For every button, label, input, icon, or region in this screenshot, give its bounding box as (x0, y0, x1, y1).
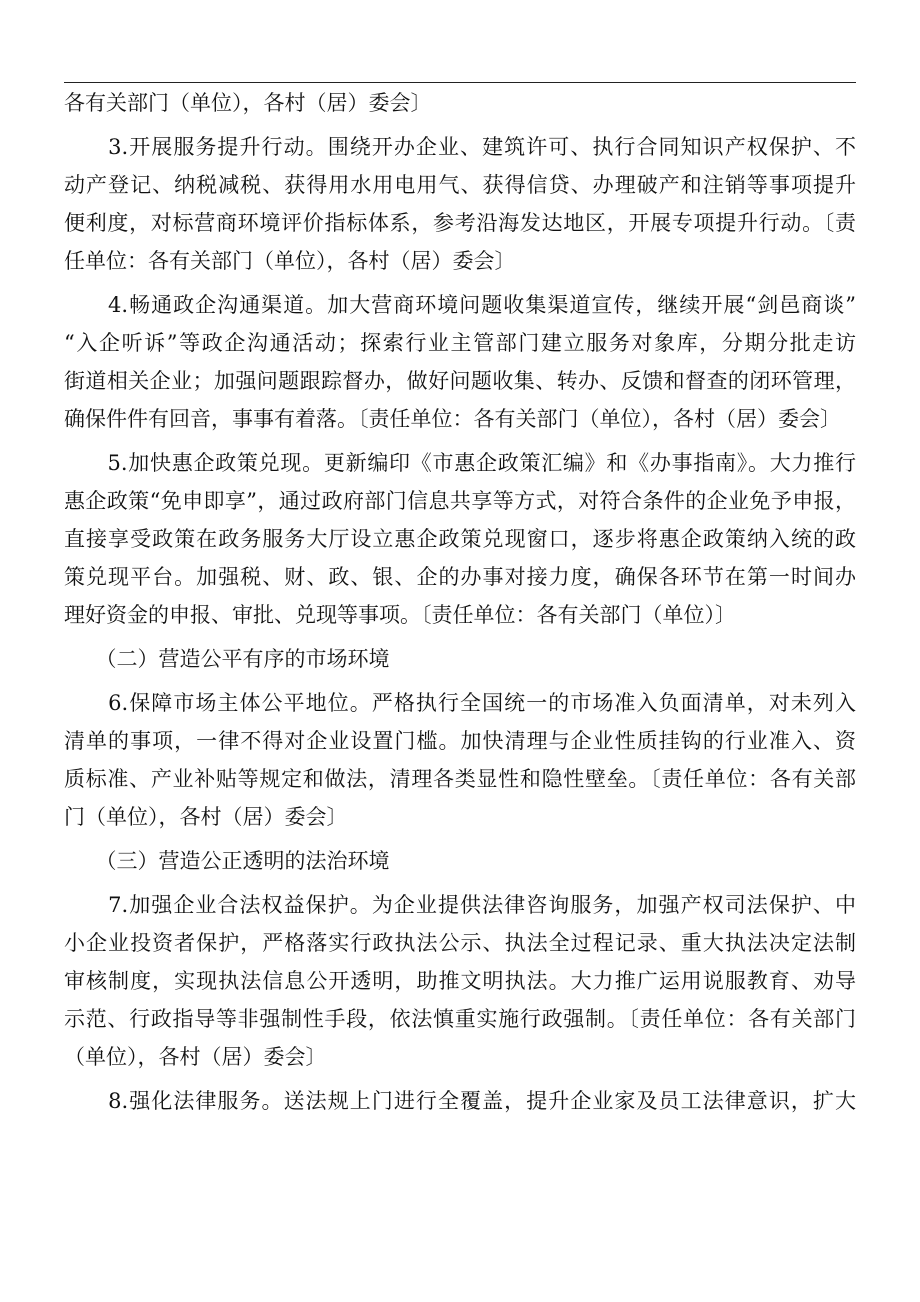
paragraph-line: 策兑现平台。加强税、财、政、银、企的办事对接力度，确保各环节在第一时间办 (64, 565, 856, 589)
paragraph-line: 动产登记、纳税减税、获得用水用电用气、获得信贷、办理破产和注销等事项提升 (64, 173, 856, 197)
paragraph-line: 确保件件有回音，事事有着落。〔责任单位：各有关部门（单位），各村（居）委会〕 (64, 407, 841, 431)
paragraph-line: 小企业投资者保护，严格落实行政执法公示、执法全过程记录、重大执法决定法制 (64, 931, 856, 955)
paragraph-line: 门（单位），各村（居）委会〕 (64, 805, 348, 829)
paragraph-line: 3.开展服务提升行动。围绕开办企业、建筑许可、执行合同知识产权保护、不 (64, 135, 856, 159)
paragraph-line: 理好资金的申报、审批、兑现等事项。〔责任单位：各有关部门（单位）〕 (64, 603, 736, 627)
paragraph-6 (64, 684, 856, 836)
paragraph-line: 清单的事项，一律不得对企业设置门槛。加快清理与企业性质挂钩的行业准入、资 (64, 729, 856, 753)
paragraph-line: 惠企政策“免申即享”，通过政府部门信息共享等方式，对符合条件的企业免予申报， (64, 489, 856, 513)
section-heading-2: （二）营造公平有序的市场环境 (64, 647, 390, 671)
paragraph-line: 5.加快惠企政策兑现。更新编印《市惠企政策汇编》和《办事指南》。大力推行 (64, 451, 856, 475)
paragraph-line: 街道相关企业；加强问题跟踪督办，做好问题收集、转办、反馈和督查的闭环管理， (64, 369, 856, 393)
paragraph-line: 7.加强企业合法权益保护。为企业提供法律咨询服务，加强产权司法保护、中 (64, 893, 856, 917)
paragraph-4 (64, 286, 856, 438)
paragraph-3 (64, 128, 856, 280)
paragraph-line: 6.保障市场主体公平地位。严格执行全国统一的市场准入负面清单，对未列入 (64, 691, 856, 715)
carryover-line: 各有关部门（单位），各村（居）委会〕 (64, 91, 432, 115)
paragraph-line: 任单位：各有关部门（单位），各村（居）委会〕 (64, 249, 516, 273)
paragraph-8 (64, 1082, 856, 1120)
section-heading-3: （三）营造公正透明的法治环境 (64, 849, 390, 873)
document-body (64, 84, 856, 1120)
header-rule (64, 82, 856, 83)
paragraph-line: 4.畅通政企沟通渠道。加大营商环境问题收集渠道宣传，继续开展“剑邑商谈” (64, 293, 856, 317)
paragraph-line: 8.强化法律服务。送法规上门进行全覆盖，提升企业家及员工法律意识，扩大 (64, 1089, 856, 1113)
paragraph-line: 示范、行政指导等非强制性手段，依法慎重实施行政强制。〔责任单位：各有关部门 (64, 1007, 856, 1031)
paragraph-line: （单位），各村（居）委会〕 (64, 1045, 327, 1069)
paragraph-5 (64, 444, 856, 634)
paragraph-line: 便利度，对标营商环境评价指标体系，参考沿海发达地区，开展专项提升行动。〔责 (64, 211, 856, 235)
paragraph-line: 审核制度，实现执法信息公开透明，助推文明执法。大力推广运用说服教育、劝导 (64, 969, 856, 993)
paragraph-line: “入企听诉”等政企沟通活动；探索行业主管部门建立服务对象库，分期分批走访 (64, 331, 856, 355)
paragraph-line: 质标准、产业补贴等规定和做法，清理各类显性和隐性壁垒。〔责任单位：各有关部 (64, 767, 856, 791)
paragraph-7 (64, 886, 856, 1076)
paragraph-line: 直接享受政策在政务服务大厅设立惠企政策兑现窗口，逐步将惠企政策纳入统的政 (64, 527, 856, 551)
